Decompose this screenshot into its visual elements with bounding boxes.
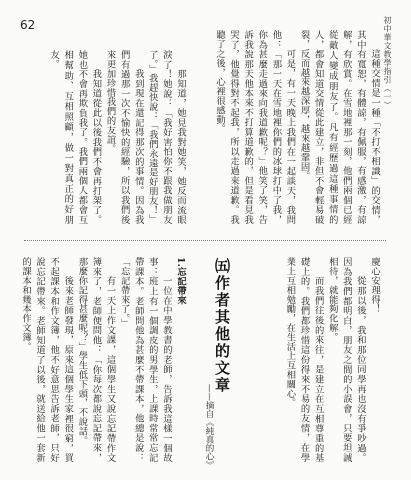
paragraph: 我知道從此以後我們不會再打架了。她也不會再欺負我了。我們兩個人都會互相幫助、互相照顧，做一對真正的好朋友。 xyxy=(48,50,102,224)
paragraph: 後來老師發現，原來這個學生家裡很窮，買不起課本和作文簿，他不好意思告訴老師，只好說忘記帶來。老師知道了以後，就送給他一套新的課本和幾本作文簿。 xyxy=(19,257,74,462)
paragraph: 從那以後，我和那位同學再也沒有爭吵過。因為我們都明白，朋友之間的小誤會，只要坦誠相待，就能夠化解。 xyxy=(326,257,366,462)
page-number: 62 xyxy=(20,18,36,32)
paragraph: 有一天上作文課，這個學生又說忘記帶作文簿來了，老師便問他：「你每次都說忘記帶來，那麼你記得甚麼呢？」學生低下頭，不說話。 xyxy=(76,257,116,462)
text-column-top-left xyxy=(19,50,187,224)
paragraph: 我到現在還記得那次的事情。因為我們有過那一次不愉快的經驗，所以我們後來更加珍惜我們的友誼。 xyxy=(104,50,144,224)
column-divider xyxy=(24,240,386,241)
running-header: 初中華文教學指引（一） xyxy=(383,16,392,110)
text-column-bottom-left xyxy=(19,257,187,462)
paragraph: 可是，有一天晚上我們在一起談天，我問他：「那一天在雪地裡你們的冰球打中了我，你為甚麼走過來向我道歉呢？」他笑了笑，告訴我說那天他本來不打算道歉的，但是看見我哭了，他覺得對不起我，所以走過來道歉。我聽了之後，心裡很感動。 xyxy=(213,30,296,224)
paragraph: 這種交情是一種「不打不相識」的交情，其中有寬恕，有體諒，有佩服，有感激，有諒解，有欣賞。在雪地裡那一刻，他們兩個已經從敵人變成朋友了。凡有經歷過這種事情的人，都會知道交情從此建立，非但不會輕易破裂，反而越來越深厚，越來越鞏固。 xyxy=(298,30,380,224)
paragraph: 那知道，她見我對她笑，她反而流眼淚了！她說：「我好害怕你不跟我做朋友了。」我趕快說：「我們永遠是好朋友！」 xyxy=(146,50,186,224)
text-column-top-right xyxy=(213,30,381,224)
paragraph: 而我們往後的來往，是建立在互相尊重的基礎上的。我們都珍惜這份得來不易的友情，在學業上互相勉勵，在生活上互相關心。 xyxy=(284,257,324,462)
paragraph: 慶心安理得！ xyxy=(369,257,380,314)
text-column-bottom-right xyxy=(239,257,381,462)
subsection-heading: 1.忘記帶來 xyxy=(175,257,186,305)
paragraph: 一位在中學教書的老師，告訴我這樣一個故事：班上有一個調皮的男學生，上課時常常忘記帶課本。老師問他為甚麼不帶課本，他總是說：「忘記帶來了。」 xyxy=(118,257,172,462)
section-heading: ㈤作者其他的文章 xyxy=(213,258,231,394)
source-byline: ——摘自《純真的心》 xyxy=(204,384,214,469)
